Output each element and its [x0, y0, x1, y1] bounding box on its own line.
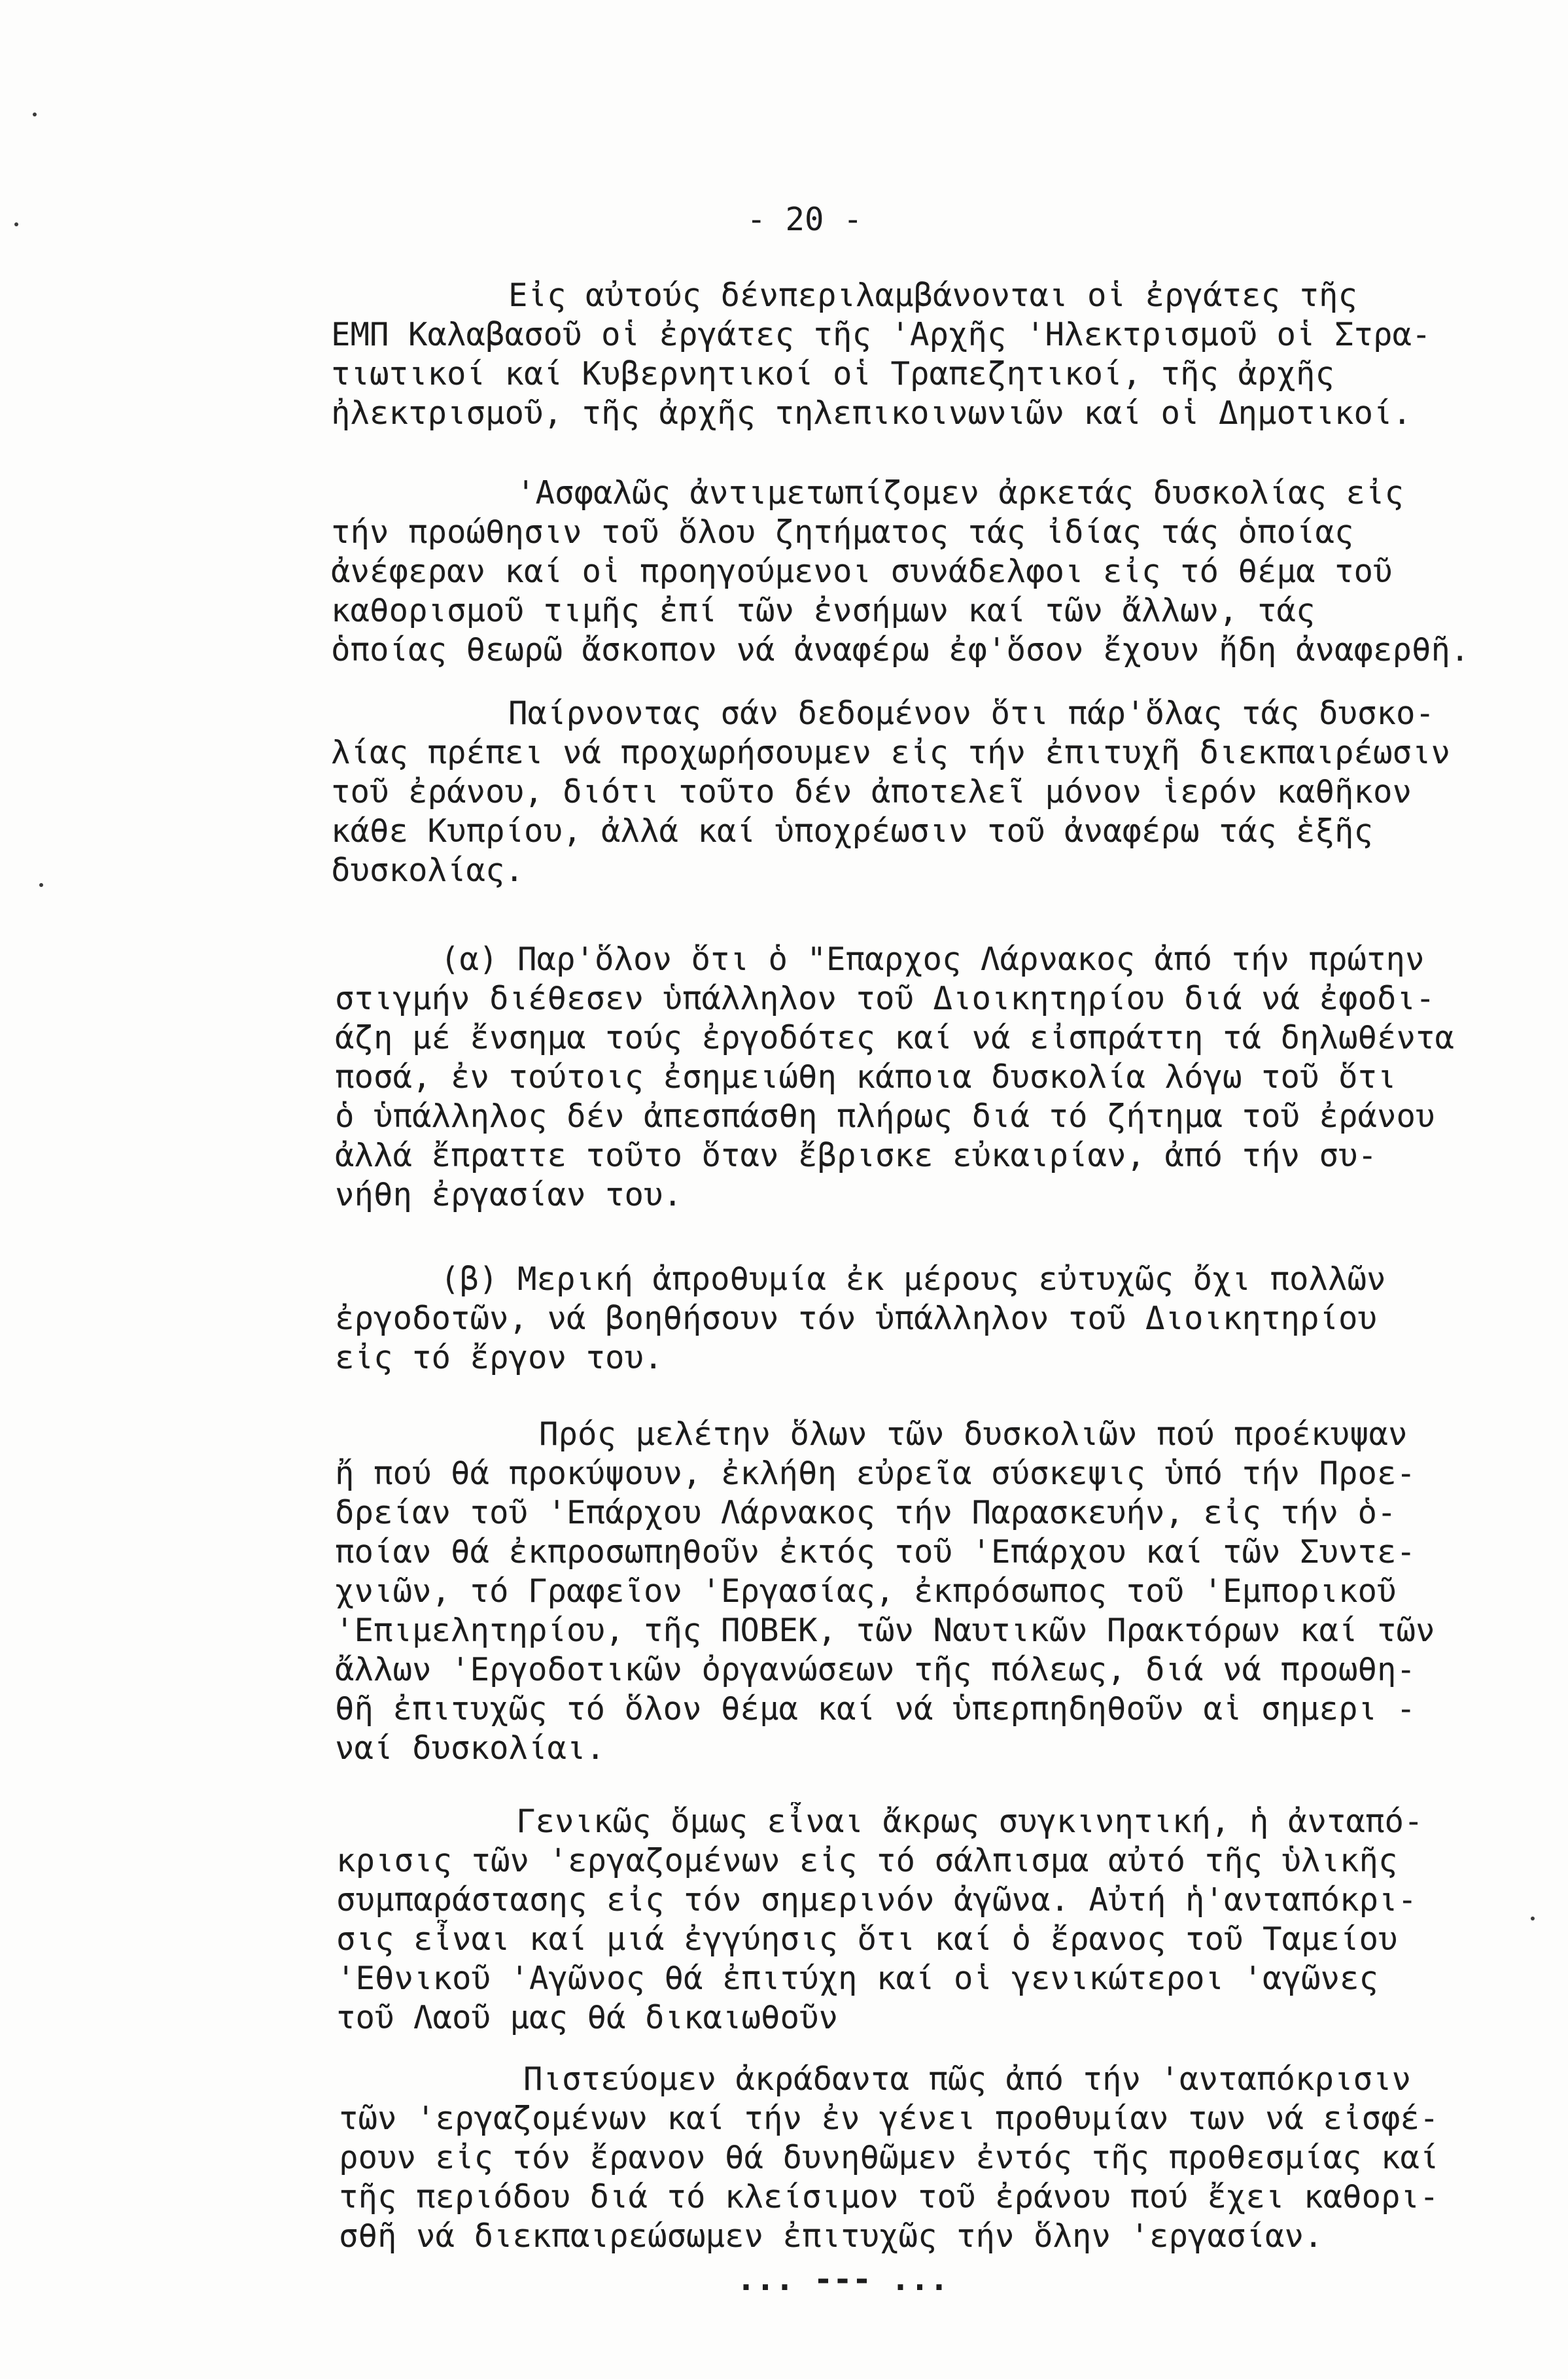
paragraph-4: [335, 940, 1552, 1215]
text-line: τοῦ Λαοῦ μας θά δικαιωθοῦν: [336, 1999, 839, 2036]
text-line: καθορισμοῦ τιμῆς ἐπί τῶν ἐνσήμων καί τῶν ἄλλων, τάς: [331, 592, 1315, 629]
text-line: ἀνέφεραν καί οἱ προηγούμενοι συνάδελφοι εἰς τό θέμα τοῦ: [331, 553, 1393, 590]
text-line: ὁ ὑπάλληλος δέν ἀπεσπάσθη πλήρως διά τό ζήτημα τοῦ ἐράνου: [335, 1098, 1435, 1135]
paragraph-6: [335, 1415, 1552, 1768]
text-line: Εἰς αὐτούς δένπεριλαμβάνονται οἱ ἐργάτες τῆς: [508, 277, 1358, 314]
end-mark: ... --- ...: [736, 2261, 949, 2298]
text-line: ρουν εἰς τόν ἔρανον θά δυνηθῶμεν ἐντός τῆς προθεσμίας καί: [339, 2139, 1439, 2176]
text-line: χνιῶν, τό Γραφεῖον 'Εργασίας, ἐκπρόσωπος τοῦ 'Εμπορικοῦ: [335, 1572, 1397, 1610]
text-line: ἀλλά ἔπραττε τοῦτο ὅταν ἔβρισκε εὐκαιρίαν, ἀπό τήν συ-: [335, 1137, 1378, 1174]
text-line: εἰς τό ἔργον του.: [335, 1339, 663, 1376]
text-line: ΕΜΠ Καλαβασοῦ οἱ ἐργάτες τῆς 'Αρχῆς 'Ηλεκτρισμοῦ οἱ Στρα-: [331, 316, 1431, 353]
text-line: ὁποίας θεωρῶ ἄσκοπον νά ἀναφέρω ἐφ'ὅσον ἔχουν ἤδη ἀναφερθῆ.: [331, 631, 1470, 669]
text-line: νήθη ἐργασίαν του.: [335, 1176, 683, 1213]
text-line: τῆς περιόδου διά τό κλείσιμον τοῦ ἐράνου πού ἔχει καθορι-: [339, 2178, 1439, 2215]
text-line: 'Επιμελητηρίου, τῆς ΠΟΒΕΚ, τῶν Ναυτικῶν Πρακτόρων καί τῶν: [335, 1612, 1435, 1649]
text-line: τιωτικοί καί Κυβερνητικοί οἱ Τραπεζητικοί, τῆς ἀρχῆς: [331, 355, 1335, 392]
text-line: στιγμήν διέθεσεν ὑπάλληλον τοῦ Διοικητηρίου διά νά ἐφοδι-: [335, 980, 1435, 1017]
text-line: κρισις τῶν 'εργαζομένων εἰς τό σάλπισμα αὐτό τῆς ὑλικῆς: [336, 1842, 1398, 1879]
text-line: (α) Παρ'ὅλον ὅτι ὁ "Επαρχος Λάρνακος ἀπό τήν πρώτην: [440, 941, 1425, 978]
text-line: Γενικῶς ὅμως εἶναι ἄκρως συγκινητική, ἡ ἀνταπό-: [516, 1803, 1423, 1840]
text-line: ναί δυσκολίαι.: [335, 1729, 606, 1767]
text-line: Παίρνοντας σάν δεδομένον ὅτι πάρ'ὅλας τάς δυσκο-: [508, 695, 1435, 732]
text-line: θῆ ἐπιτυχῶς τό ὅλον θέμα καί νά ὑπερπηδηθοῦν αἱ σημερι -: [335, 1690, 1416, 1728]
text-line: 'Ασφαλῶς ἀντιμετωπίζομεν ἀρκετάς δυσκολίας εἰς: [516, 474, 1404, 512]
paragraph-5: [335, 1260, 1552, 1378]
paragraph-7: [336, 1802, 1553, 2038]
text-line: ποίαν θά ἐκπροσωπηθοῦν ἐκτός τοῦ 'Επάρχου καί τῶν Συντε-: [335, 1533, 1416, 1571]
text-line: (β) Μερική ἀπροθυμία ἐκ μέρους εὐτυχῶς ὄχι πολλῶν: [440, 1260, 1386, 1298]
scan-speck: [39, 883, 43, 887]
text-line: Πρός μελέτην ὅλων τῶν δυσκολιῶν πού προέκυψαν: [539, 1415, 1408, 1453]
paragraph-2: [331, 474, 1548, 670]
text-line: ἐργοδοτῶν, νά βοηθήσουν τόν ὑπάλληλον τοῦ Διοικητηρίου: [335, 1300, 1378, 1337]
text-line: 'Εθνικοῦ 'Αγῶνος θά ἐπιτύχη καί οἱ γενικώτεροι 'αγῶνες: [336, 1960, 1379, 1997]
text-line: ποσά, ἐν τούτοις ἐσημειώθη κάποια δυσκολία λόγω τοῦ ὅτι: [335, 1058, 1397, 1096]
text-line: τήν προώθησιν τοῦ ὅλου ζητήματος τάς ἰδίας τάς ὁποίας: [331, 513, 1354, 551]
text-line: τῶν 'εργαζομένων καί τήν ἐν γένει προθυμίαν των νά εἰσφέ-: [339, 2100, 1439, 2137]
text-line: δρείαν τοῦ 'Επάρχου Λάρνακος τήν Παρασκευήν, εἰς τήν ὁ-: [335, 1494, 1397, 1531]
text-line: σθῆ νά διεκπαιρεώσωμεν ἐπιτυχῶς τήν ὅλην 'εργασίαν.: [339, 2217, 1323, 2255]
page-number: - 20 -: [746, 201, 863, 238]
text-line: ἠλεκτρισμοῦ, τῆς ἀρχῆς τηλεπικοινωνιῶν καί οἱ Δημοτικοί.: [331, 394, 1412, 432]
text-line: ἤ πού θά προκύψουν, ἐκλήθη εὐρεῖα σύσκεψις ὑπό τήν Προε-: [335, 1455, 1416, 1492]
paragraph-8: [339, 2060, 1556, 2256]
paragraph-1: [331, 276, 1548, 433]
scan-speck: [33, 113, 37, 116]
text-line: κάθε Κυπρίου, ἀλλά καί ὑποχρέωσιν τοῦ ἀναφέρω τάς ἑξῆς: [331, 812, 1374, 850]
text-line: δυσκολίας.: [331, 852, 525, 889]
text-line: σις εἶναι καί μιά ἐγγύησις ὅτι καί ὁ ἔρανος τοῦ Ταμείου: [336, 1920, 1398, 1958]
paragraph-3: [331, 694, 1548, 890]
text-line: συμπαράστασης εἰς τόν σημερινόν ἀγῶνα. Αὐτή ἡ'ανταπόκρι-: [336, 1881, 1418, 1919]
text-line: τοῦ ἐράνου, διότι τοῦτο δέν ἀποτελεῖ μόνον ἱερόν καθῆκον: [331, 773, 1412, 810]
text-line: Πιστεύομεν ἀκράδαντα πῶς ἀπό τήν 'ανταπόκρισιν: [523, 2060, 1412, 2098]
text-line: ἄλλων 'Εργοδοτικῶν ὀργανώσεων τῆς πόλεως, διά νά προωθη-: [335, 1651, 1416, 1688]
text-line: λίας πρέπει νά προχωρήσουμεν εἰς τήν ἐπιτυχῆ διεκπαιρέωσιν: [331, 734, 1451, 771]
text-line: άζη μέ ἔνσημα τούς ἐργοδότες καί νά εἰσπράττη τά δηλωθέντα: [335, 1019, 1455, 1056]
